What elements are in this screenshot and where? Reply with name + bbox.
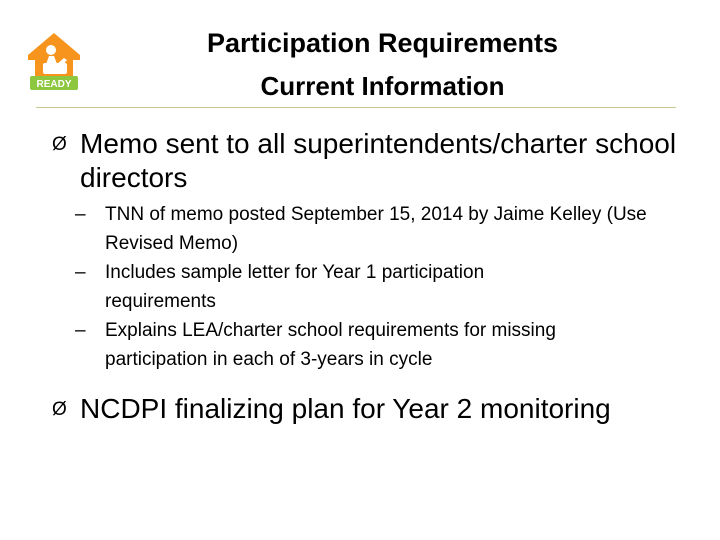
subbullet-sample-letter: Includes sample letter for Year 1 participation requirements — [105, 262, 485, 312]
divider — [36, 107, 676, 108]
dash-bullet: – — [75, 320, 86, 341]
subbullet-tnn-memo: TNN of memo posted September 15, 2014 by Jaime Kelley (Use Revised Memo) — [105, 204, 647, 254]
subbullet-lea-requirements: Explains LEA/charter school requirements for missing participation in each of 3-years in cycle — [105, 320, 556, 370]
bullet-ncdpi: NCDPI finalizing plan for Year 2 monitoring — [80, 393, 611, 424]
dash-bullet: – — [75, 262, 86, 283]
dash-bullet: – — [75, 204, 86, 225]
bullet-memo: Memo sent to all superintendents/charter school directors — [80, 128, 677, 193]
slide-title: Participation Requirements — [206, 28, 559, 58]
arrow-bullet-icon: Ø — [52, 399, 67, 420]
slide-subtitle: Current Information — [260, 71, 505, 101]
logo-label: READY — [36, 79, 72, 90]
arrow-bullet-icon: Ø — [52, 134, 67, 155]
